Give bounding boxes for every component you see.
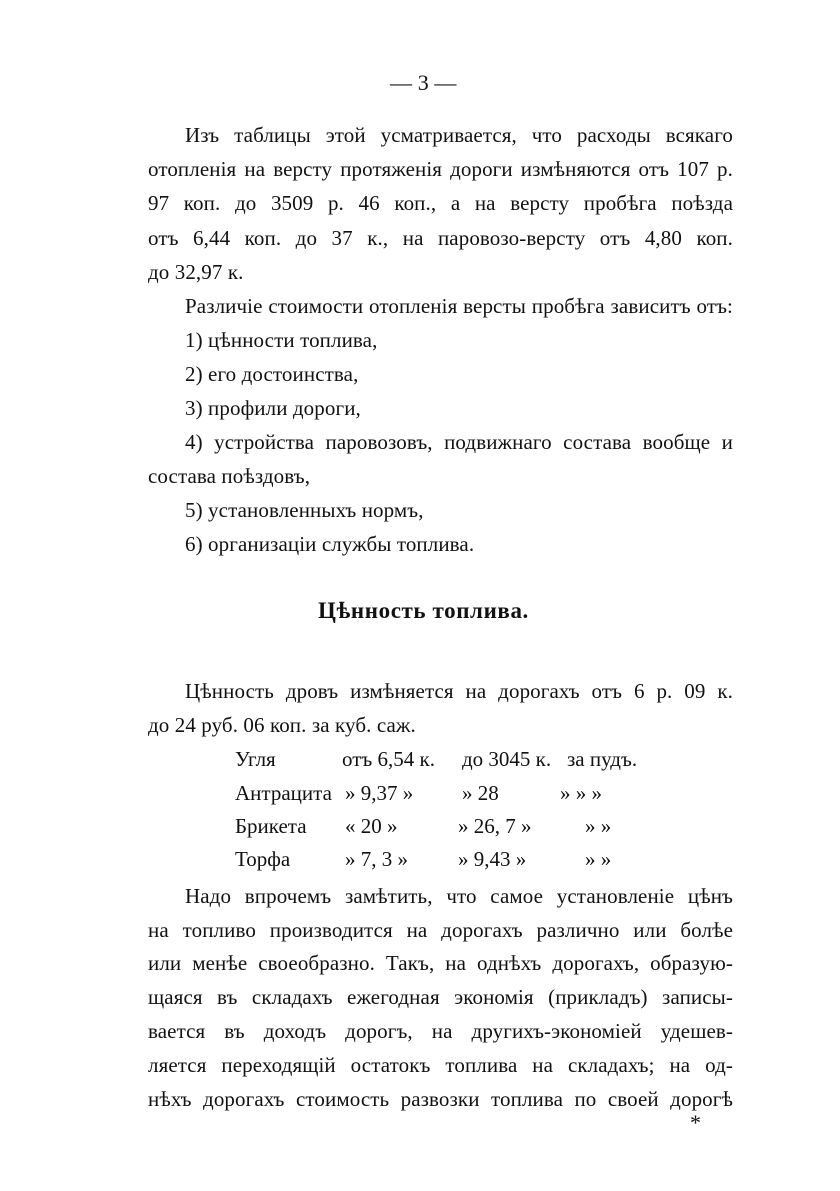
para1-line-3: 97 коп. до 3509 р. 46 коп., а на версту пробѣга поѣзда bbox=[148, 191, 733, 215]
para4-line-3: или менѣе своеобразно. Такъ, на однѣхъ дорогахъ, образую- bbox=[148, 951, 733, 975]
fuel-name: Антрацита bbox=[235, 781, 332, 805]
para1-line-4: отъ 6,44 коп. до 37 к., на паровозо-версту отъ 4,80 коп. bbox=[148, 226, 733, 250]
para4-line-2: на топливо производится на дорогахъ различно или болѣе bbox=[148, 918, 733, 942]
para3-line-2: до 24 руб. 06 коп. за куб. саж. bbox=[148, 713, 416, 737]
signature-mark: * bbox=[690, 1110, 702, 1135]
para4-line-6: ляется переходящій остатокъ топлива на складахъ; на од- bbox=[148, 1053, 733, 1077]
price-to: » 26, 7 » bbox=[458, 814, 532, 838]
price-unit: » » bbox=[585, 814, 612, 838]
para2-intro: Различіе стоимости отопленія версты пробѣга зависитъ отъ: bbox=[185, 294, 733, 318]
fuel-name: Торфа bbox=[235, 847, 291, 871]
list-item-5: 5) установленныхъ нормъ, bbox=[185, 498, 424, 522]
section-heading: Цѣнность топлива. bbox=[318, 598, 529, 623]
price-unit: » » » bbox=[560, 781, 602, 805]
para4-line-4: щаяся въ складахъ ежегодная экономія (прикладъ) записы- bbox=[148, 985, 733, 1009]
price-to: » 9,43 » bbox=[458, 847, 527, 871]
price-from: « 20 » bbox=[345, 814, 398, 838]
para1-line-5: до 32,97 к. bbox=[148, 260, 244, 284]
para4-line-1: Надо впрочемъ замѣтить, что самое установленіе цѣнъ bbox=[185, 884, 733, 908]
price-unit: » » bbox=[585, 847, 612, 871]
list-item-2: 2) его достоинства, bbox=[185, 362, 359, 386]
para3-line-1: Цѣнность дровъ измѣняется на дорогахъ отъ 6 р. 09 к. bbox=[185, 679, 733, 703]
fuel-name: Брикета bbox=[235, 814, 307, 838]
para4-line-7: нѣхъ дорогахъ стоимость развозки топлива по своей дорогѣ bbox=[148, 1087, 733, 1111]
list-item-3: 3) профили дороги, bbox=[185, 396, 361, 420]
fuel-name: Угля bbox=[235, 747, 276, 771]
price-from: » 9,37 » bbox=[345, 781, 414, 805]
list-item-6: 6) организаціи службы топлива. bbox=[185, 532, 475, 556]
list-item-1: 1) цѣнности топлива, bbox=[185, 328, 378, 352]
para1-line-2: отопленія на версту протяженія дороги измѣняются отъ 107 р. bbox=[148, 157, 733, 181]
page-number: — 3 — bbox=[390, 70, 457, 95]
list-item-4-cont: состава поѣздовъ, bbox=[148, 464, 311, 488]
price-from: отъ 6,54 к. bbox=[342, 747, 435, 771]
price-unit: за пудъ. bbox=[567, 747, 638, 771]
price-to: » 28 bbox=[462, 781, 499, 805]
para4-line-5: вается въ доходъ дорогъ, на другихъ-экономіей удешев- bbox=[148, 1019, 733, 1043]
price-from: » 7, 3 » bbox=[345, 847, 408, 871]
price-to: до 3045 к. bbox=[462, 747, 552, 771]
para1-line-1: Изъ таблицы этой усматривается, что расходы всякаго bbox=[185, 123, 733, 147]
list-item-4: 4) устройства паровозовъ, подвижнаго состава вообще и bbox=[185, 430, 733, 454]
